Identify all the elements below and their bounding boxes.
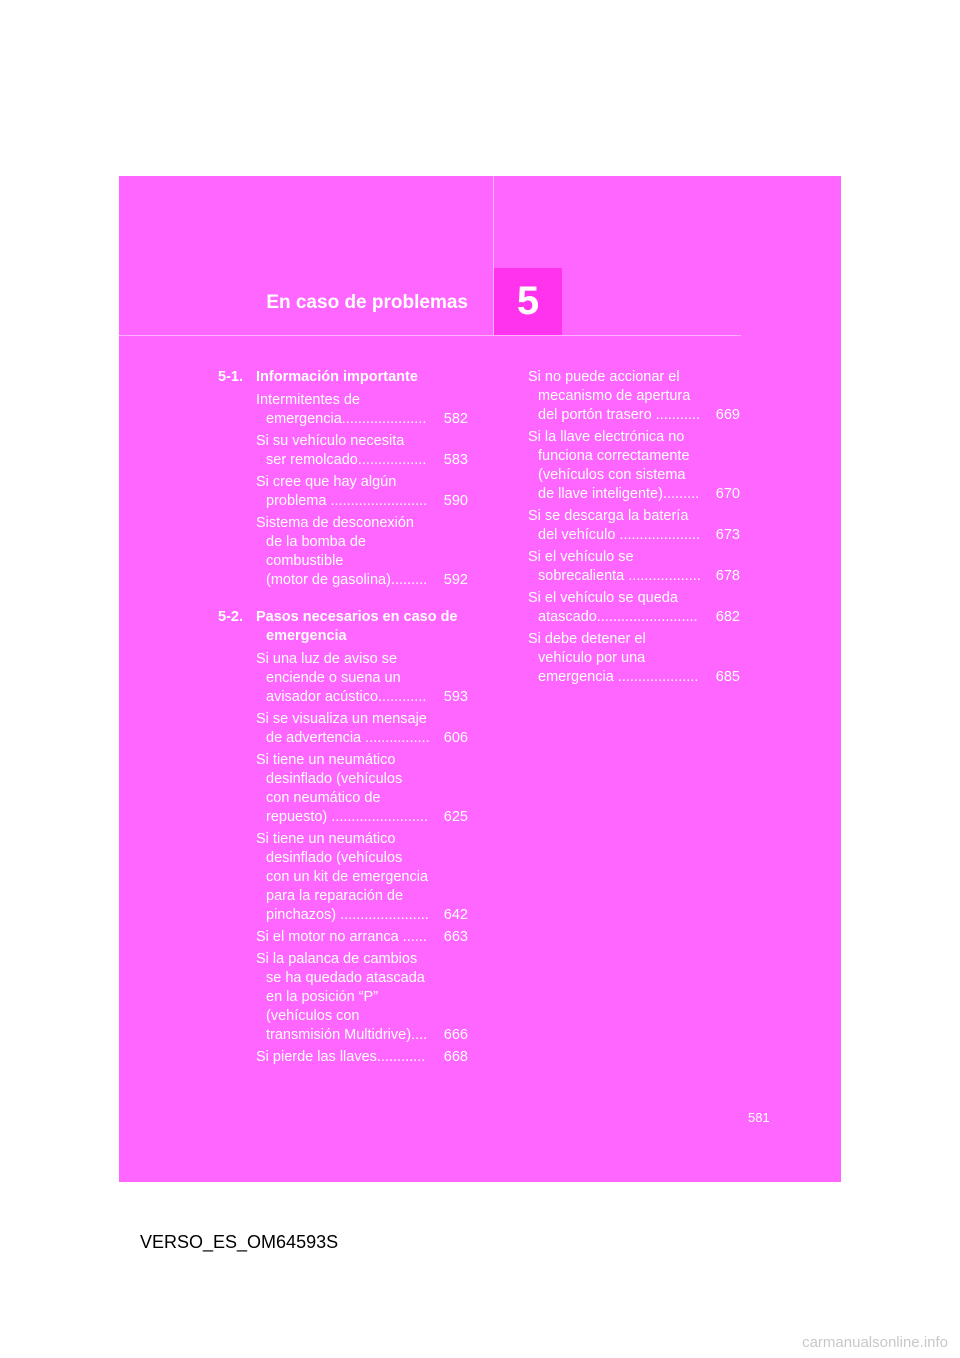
- toc-entry-text: Si tiene un neumático desinflado (vehículos con un kit de emergencia para la reparación de pinchazos) ......................: [256, 831, 429, 923]
- toc-entry[interactable]: [256, 514, 468, 590]
- section-heading: [218, 608, 468, 646]
- toc-section-5-1: [218, 368, 468, 590]
- toc-entry-page: 678: [715, 568, 740, 584]
- toc-entry-page: 593: [443, 689, 468, 705]
- document-code: VERSO_ES_OM64593S: [140, 1232, 339, 1252]
- toc-entry-page: 606: [443, 730, 468, 746]
- page-number: 581: [748, 1110, 770, 1125]
- chapter-number: 5: [516, 279, 540, 323]
- toc-entry[interactable]: [256, 432, 468, 470]
- toc-entry-page: 682: [715, 609, 740, 625]
- toc-entry-page: 592: [443, 572, 468, 588]
- watermark: carmanualsonline.info: [802, 1334, 948, 1351]
- toc-entry[interactable]: [256, 1048, 468, 1067]
- toc-entry[interactable]: [256, 710, 468, 748]
- toc-entry-page: 685: [715, 669, 740, 685]
- section-heading: [218, 368, 468, 387]
- toc-entry-text: Si su vehículo necesita ser remolcado.................: [256, 433, 427, 468]
- toc-entry-text: Si se visualiza un mensaje de advertencia ................: [256, 711, 430, 746]
- toc-entry-text: Intermitentes de emergencia.....................: [256, 392, 427, 427]
- section-number: 5-1.: [218, 369, 243, 385]
- toc-entry[interactable]: [256, 928, 468, 947]
- toc-entry-page: 582: [443, 411, 468, 427]
- toc-entry-text: Si el vehículo se sobrecalienta ..................: [528, 549, 701, 584]
- toc-entry-page: 642: [443, 907, 468, 923]
- toc-entry-text: Si una luz de aviso se enciende o suena un avisador acústico............: [256, 651, 427, 705]
- toc-column-right: [528, 368, 740, 690]
- toc-entry-text: Si el motor no arranca ......: [256, 929, 427, 945]
- toc-section-5-2: [218, 608, 468, 1067]
- toc-entry-text: Si no puede accionar el mecanismo de apertura del portón trasero ...........: [528, 369, 700, 423]
- chapter-title: En caso de problemas: [266, 292, 468, 313]
- toc-entry-text: Si tiene un neumático desinflado (vehículos con neumático de repuesto) ........................: [256, 752, 428, 825]
- toc-entry-page: 583: [443, 452, 468, 468]
- section-title: Información importante: [256, 369, 418, 385]
- toc-entry-text: Si se descarga la batería del vehículo ....................: [528, 508, 700, 543]
- toc-entry-text: Si la llave electrónica no funciona correctamente (vehículos con sistema de llave inteligente).........: [528, 429, 700, 502]
- toc-entry[interactable]: [528, 507, 740, 545]
- toc-entry-page: 625: [443, 809, 468, 825]
- toc-entry-page: 670: [715, 486, 740, 502]
- toc-entry[interactable]: [256, 950, 468, 1045]
- toc-entry[interactable]: [256, 650, 468, 707]
- section-number: 5-2.: [218, 609, 243, 625]
- toc-entry[interactable]: [256, 751, 468, 827]
- toc-entry[interactable]: [528, 589, 740, 627]
- toc-column-left: [218, 368, 468, 1070]
- section-title: Pasos necesarios en caso de emergencia: [256, 609, 458, 644]
- toc-entry-page: 663: [443, 929, 468, 945]
- toc-entry-text: Si cree que hay algún problema ........................: [256, 474, 428, 509]
- toc-entry[interactable]: [528, 630, 740, 687]
- toc-entry-page: 673: [715, 527, 740, 543]
- header-divider-horizontal: [119, 335, 741, 336]
- toc-entry-text: Si la palanca de cambios se ha quedado atascada en la posición “P” (vehículos con transmisión Multidrive)....: [256, 951, 428, 1043]
- toc-entry-text: Si el vehículo se queda atascado.........................: [528, 590, 698, 625]
- toc-entry[interactable]: [256, 473, 468, 511]
- toc-entry-text: Si debe detener el vehículo por una emergencia ....................: [528, 631, 699, 685]
- toc-entry[interactable]: [528, 548, 740, 586]
- chapter-number-box: [494, 268, 562, 335]
- toc-entry[interactable]: [256, 391, 468, 429]
- toc-entry[interactable]: [256, 830, 468, 925]
- toc-entry-page: 669: [715, 407, 740, 423]
- toc-entry[interactable]: [528, 428, 740, 504]
- toc-entry-page: 666: [443, 1027, 468, 1043]
- toc-entry-page: 668: [443, 1049, 468, 1065]
- toc-entry-text: Si pierde las llaves............: [256, 1049, 426, 1065]
- toc-entry-text: Sistema de desconexión de la bomba de combustible (motor de gasolina).........: [256, 515, 428, 588]
- toc-entry[interactable]: [528, 368, 740, 425]
- toc-entry-page: 590: [443, 493, 468, 509]
